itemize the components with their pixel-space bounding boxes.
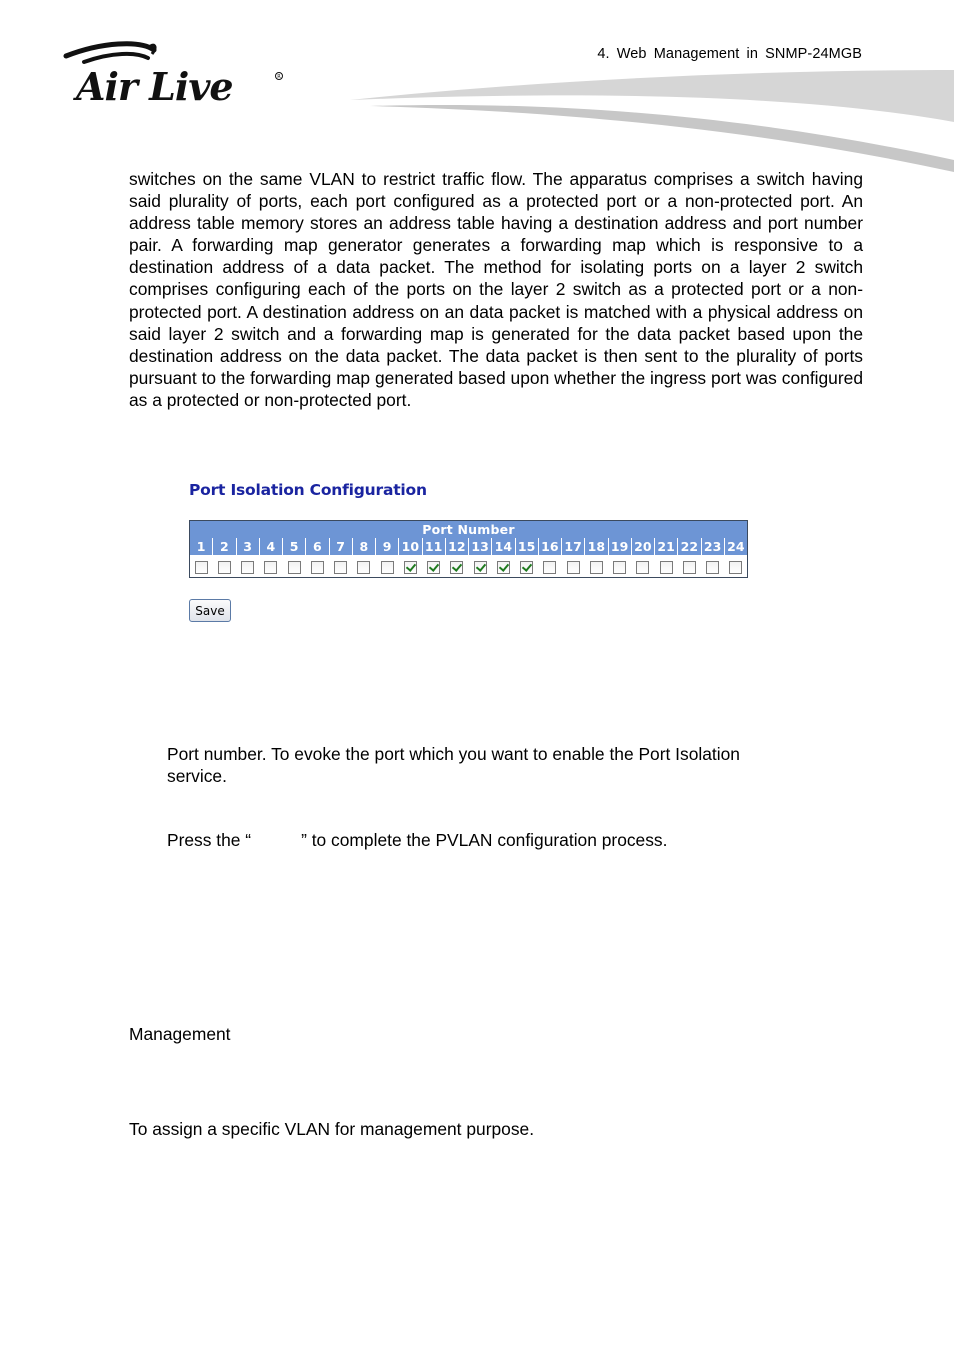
port-number-cell: 12	[445, 538, 468, 555]
port-number-cell: 17	[562, 538, 585, 555]
port-number-cell: 14	[492, 538, 515, 555]
port-isolation-checkbox[interactable]	[497, 561, 510, 574]
port-isolation-checkbox[interactable]	[590, 561, 603, 574]
port-isolation-checkbox[interactable]	[683, 561, 696, 574]
port-isolation-checkbox[interactable]	[195, 561, 208, 574]
port-number-header: Port Number	[190, 521, 748, 539]
port-number-cell: 5	[283, 538, 306, 555]
port-isolation-checkbox[interactable]	[311, 561, 324, 574]
port-number-cell: 2	[213, 538, 236, 555]
port-checkbox-cell	[585, 555, 608, 578]
port-checkbox-cell	[608, 555, 631, 578]
svg-text:R: R	[277, 74, 281, 80]
port-number-cell: 8	[352, 538, 375, 555]
port-checkbox-row	[190, 555, 748, 578]
port-isolation-checkbox[interactable]	[567, 561, 580, 574]
port-checkbox-cell	[236, 555, 259, 578]
port-isolation-checkbox[interactable]	[288, 561, 301, 574]
port-isolation-checkbox[interactable]	[450, 561, 463, 574]
save-button[interactable]: Save	[189, 599, 231, 622]
port-number-row	[190, 538, 748, 555]
port-number-cell: 4	[259, 538, 282, 555]
port-checkbox-cell	[492, 555, 515, 578]
port-checkbox-cell	[283, 555, 306, 578]
port-isolation-checkbox[interactable]	[357, 561, 370, 574]
port-number-cell: 18	[585, 538, 608, 555]
port-number-cell: 19	[608, 538, 631, 555]
port-isolation-checkbox[interactable]	[427, 561, 440, 574]
port-number-cell: 1	[190, 538, 213, 555]
port-checkbox-cell	[469, 555, 492, 578]
port-checkbox-cell	[329, 555, 352, 578]
port-number-cell: 3	[236, 538, 259, 555]
port-isolation-table	[189, 520, 748, 578]
port-number-cell: 13	[469, 538, 492, 555]
port-number-cell: 7	[329, 538, 352, 555]
port-number-cell: 15	[515, 538, 538, 555]
port-isolation-checkbox[interactable]	[636, 561, 649, 574]
port-isolation-checkbox[interactable]	[334, 561, 347, 574]
port-isolation-checkbox[interactable]	[613, 561, 626, 574]
management-heading: Management	[129, 1024, 231, 1044]
port-isolation-checkbox[interactable]	[543, 561, 556, 574]
port-isolation-checkbox[interactable]	[381, 561, 394, 574]
port-checkbox-cell	[515, 555, 538, 578]
port-number-cell: 20	[631, 538, 654, 555]
port-checkbox-cell	[376, 555, 399, 578]
port-checkbox-cell	[538, 555, 561, 578]
management-description: To assign a specific VLAN for management purpose.	[129, 1119, 535, 1139]
port-isolation-title: Port Isolation Configuration	[189, 481, 427, 499]
port-checkbox-cell	[631, 555, 654, 578]
port-number-cell: 10	[399, 538, 422, 555]
port-checkbox-cell	[678, 555, 701, 578]
port-checkbox-cell	[445, 555, 468, 578]
port-isolation-checkbox[interactable]	[264, 561, 277, 574]
port-number-cell: 16	[538, 538, 561, 555]
port-isolation-checkbox[interactable]	[520, 561, 533, 574]
port-number-cell: 22	[678, 538, 701, 555]
port-isolation-checkbox[interactable]	[729, 561, 742, 574]
press-prefix: Press the “	[167, 830, 252, 850]
port-checkbox-cell	[724, 555, 747, 578]
port-checkbox-cell	[213, 555, 236, 578]
port-isolation-checkbox[interactable]	[660, 561, 673, 574]
port-number-description-line1: Port number. To evoke the port which you want to enable the Port Isolation	[167, 744, 740, 764]
port-number-cell: 24	[724, 538, 747, 555]
port-checkbox-cell	[655, 555, 678, 578]
port-number-cell: 21	[655, 538, 678, 555]
press-suffix: ” to complete the PVLAN configuration process.	[301, 830, 668, 850]
port-number-cell: 23	[701, 538, 724, 555]
port-number-description-line2: service.	[167, 766, 227, 786]
port-checkbox-cell	[306, 555, 329, 578]
body-paragraph: switches on the same VLAN to restrict traffic flow. The apparatus comprises a switch having said plurality of ports, each port configured as a protected port or a non-protected port. An address table memory stores an address table having a destination address and port number pair. A forwarding map generator generates a forwarding map which is responsive to a destination address of a data packet. The method for isolating ports on a layer 2 switch comprises configuring each of the ports on the layer 2 switch as a protected port or a non-protected port. A destination address on an data packet is matched with a physical address on said layer 2 switch and a forwarding map is generated for the data packet based upon the destination address on the data packet. The data packet is then sent to the plurality of ports pursuant to the forwarding map generated based upon whether the ingress port was configured as a protected or non-protected port.	[129, 169, 863, 410]
port-isolation-checkbox[interactable]	[474, 561, 487, 574]
port-number-cell: 11	[422, 538, 445, 555]
port-checkbox-cell	[422, 555, 445, 578]
section-title: 4. Web Management in SNMP-24MGB	[597, 46, 862, 62]
svg-text:Air Live: Air Live	[76, 64, 233, 109]
port-isolation-checkbox[interactable]	[241, 561, 254, 574]
port-checkbox-cell	[190, 555, 213, 578]
airlive-logo	[62, 40, 292, 110]
port-number-cell: 6	[306, 538, 329, 555]
press-save-description	[167, 829, 667, 851]
port-checkbox-cell	[352, 555, 375, 578]
port-checkbox-cell	[399, 555, 422, 578]
port-checkbox-cell	[701, 555, 724, 578]
port-isolation-checkbox[interactable]	[404, 561, 417, 574]
port-isolation-checkbox[interactable]	[218, 561, 231, 574]
port-isolation-checkbox[interactable]	[706, 561, 719, 574]
port-number-cell: 9	[376, 538, 399, 555]
port-checkbox-cell	[259, 555, 282, 578]
port-checkbox-cell	[562, 555, 585, 578]
